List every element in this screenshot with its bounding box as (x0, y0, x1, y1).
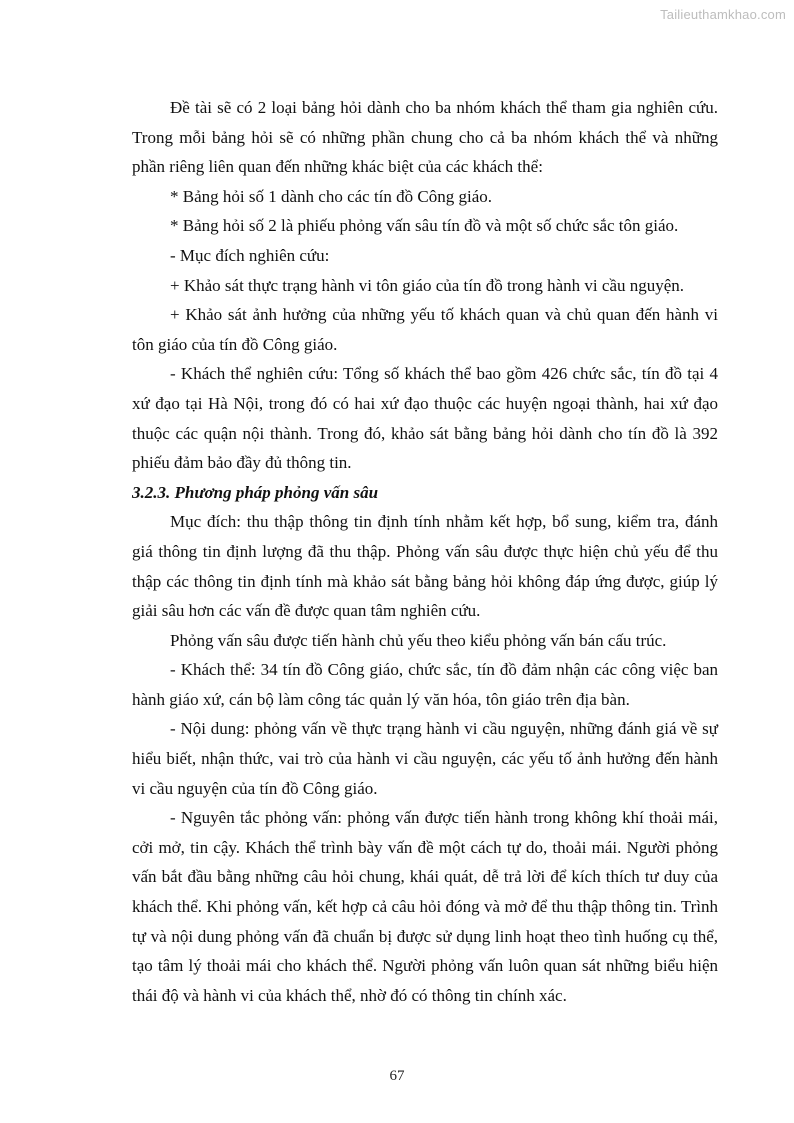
paragraph-interview-purpose: Mục đích: thu thập thông tin định tính nhằm kết hợp, bổ sung, kiểm tra, đánh giá thông tin định lượng đã thu thập. Phỏng vấn sâu được thực hiện chủ yếu để thu thập các thông tin định tính mà khảo sát bằng bảng hỏi không đáp ứng được, giúp lý giải sâu hơn các vấn đề được quan tâm nghiên cứu. (132, 512, 718, 621)
paragraph-questionnaire-1: * Bảng hỏi số 1 dành cho các tín đồ Công giáo. (170, 186, 493, 206)
page-number: 67 (389, 1068, 405, 1084)
paragraph-questionnaire-2: * Bảng hỏi số 2 là phiếu phỏng vấn sâu tín đồ và một số chức sắc tôn giáo. (170, 216, 679, 236)
paragraph-purpose-item-1: + Khảo sát thực trạng hành vi tôn giáo của tín đồ trong hành vi cầu nguyện. (170, 275, 685, 295)
paragraph-research-purpose: - Mục đích nghiên cứu: (170, 245, 330, 265)
paragraph-research-subjects: - Khách thể nghiên cứu: Tổng số khách thể bao gồm 426 chức sắc, tín đồ tại 4 xứ đạo tại Hà Nội, trong đó có hai xứ đạo thuộc các huyện ngoại thành, hai xứ đạo thuộc các quận nội thành. Trong đó, khảo sát bằng bảng hỏi dành cho tín đồ là 392 phiếu đảm bảo đầy đủ thông tin. (132, 364, 718, 473)
paragraph-interview-principles: - Nguyên tắc phỏng vấn: phỏng vấn được tiến hành trong không khí thoải mái, cởi mở, tin cậy. Khách thể trình bày vấn đề một cách tự do, thoải mái. Người phỏng vấn bắt đầu bằng những câu hỏi chung, khái quát, dễ trả lời để kích thích tư duy của khách thể. Khi phỏng vấn, kết hợp cả câu hỏi đóng và mở để thu thập thông tin. Trình tự và nội dung phỏng vấn đã chuẩn bị được sử dụng linh hoạt theo tình huống cụ thể, tạo tâm lý thoải mái cho khách thể. Người phỏng vấn luôn quan sát những biểu hiện thái độ và hành vi của khách thể, nhờ đó có thông tin chính xác. (132, 808, 718, 1005)
document-body (132, 93, 718, 1010)
paragraph-purpose-item-2: + Khảo sát ảnh hưởng của những yếu tố khách quan và chủ quan đến hành vi tôn giáo của tín đồ Công giáo. (132, 305, 718, 354)
paragraph-interview-subjects: - Khách thể: 34 tín đồ Công giáo, chức sắc, tín đồ đảm nhận các công việc ban hành giáo xứ, cán bộ làm công tác quản lý văn hóa, tôn giáo trên địa bàn. (132, 660, 718, 709)
section-heading: 3.2.3. Phương pháp phỏng vấn sâu (132, 482, 379, 502)
paragraph-interview-type: Phỏng vấn sâu được tiến hành chủ yếu theo kiểu phỏng vấn bán cấu trúc. (170, 630, 667, 650)
paragraph-interview-content: - Nội dung: phỏng vấn về thực trạng hành vi cầu nguyện, những đánh giá về sự hiểu biết, nhận thức, vai trò của hành vi cầu nguyện, các yếu tố ảnh hưởng đến hành vi cầu nguyện của tín đồ Công giáo. (132, 719, 718, 798)
paragraph-intro: Đề tài sẽ có 2 loại bảng hỏi dành cho ba nhóm khách thể tham gia nghiên cứu. Trong mỗi bảng hỏi sẽ có những phần chung cho cả ba nhóm khách thể và những phần riêng liên quan đến những khác biệt của các khách thể: (132, 98, 718, 177)
watermark-text: Tailieuthamkhao.com (660, 7, 786, 22)
